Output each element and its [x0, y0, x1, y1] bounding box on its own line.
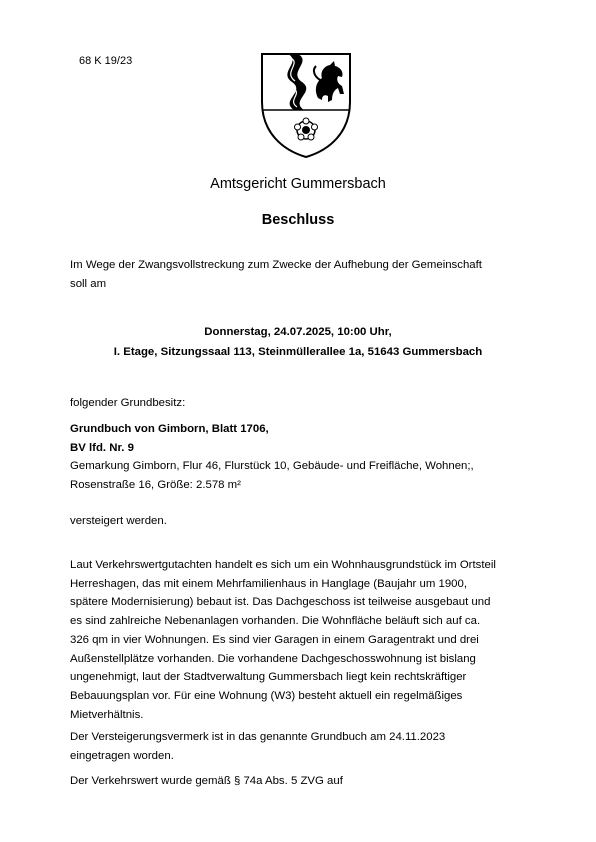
description-line: Herreshagen, das mit einem Mehrfamilienhaus in Hanglage (Baujahr um 1900,	[70, 577, 467, 590]
intro-paragraph	[70, 256, 530, 293]
description-line: spätere Modernisierung) bebaut ist. Das Dachgeschoss ist teilweise ausgebaut und	[70, 596, 491, 609]
registration-line: eingetragen worden.	[70, 749, 174, 762]
property-entry: BV lfd. Nr. 9	[70, 441, 134, 454]
description-line: ungenehmigt, laut der Stadtverwaltung Gummersbach liegt kein rechtskräftiger	[70, 671, 467, 684]
court-name: Amtsgericht Gummersbach	[210, 176, 386, 192]
description-line: Außenstellplätze vorhanden. Die vorhandene Dachgeschosswohnung ist bislang	[70, 652, 476, 665]
property-details: Gemarkung Gimborn, Flur 46, Flurstück 10, Gebäude- und Freifläche, Wohnen;,	[70, 460, 474, 473]
case-number: 68 K 19/23	[79, 55, 133, 67]
property-register: Grundbuch von Gimborn, Blatt 1706,	[70, 423, 269, 435]
coat-of-arms-icon	[258, 50, 354, 160]
intro-line: Im Wege der Zwangsvollstreckung zum Zwecke der Aufhebung der Gemeinschaft	[70, 259, 482, 271]
description-line: Bebauungsplan vor. Für eine Wohnung (W3) besteht aktuell ein regelmäßiges	[70, 689, 463, 702]
description-line: es sind zahlreiche Nebenanlagen vorhanden. Die Wohnfläche beläuft sich auf ca.	[70, 615, 481, 628]
appointment-date-time: Donnerstag, 24.07.2025, 10:00 Uhr,	[204, 326, 392, 338]
appointment-location: I. Etage, Sitzungssaal 113, Steinmüllerallee 1a, 51643 Gummersbach	[113, 346, 483, 358]
registration-line: Der Versteigerungsvermerk ist in das genannte Grundbuch am 24.11.2023	[70, 731, 446, 743]
description-paragraph	[70, 556, 530, 724]
valuation-text: Der Verkehrswert wurde gemäß § 74a Abs. 5 ZVG auf	[70, 775, 343, 787]
registration-paragraph	[70, 728, 530, 765]
appointment-block	[0, 322, 596, 362]
property-details: Rosenstraße 16, Größe: 2.578 m²	[70, 479, 241, 492]
property-heading: folgender Grundbesitz:	[70, 397, 186, 409]
description-line: Laut Verkehrswertgutachten handelt es sich um ein Wohnhausgrundstück im Ortsteil	[70, 559, 496, 571]
auction-text: versteigert werden.	[70, 515, 167, 527]
intro-line: soll am	[70, 277, 107, 290]
description-line: Mietverhältnis.	[70, 708, 144, 721]
description-line: 326 qm in vier Wohnungen. Es sind vier Garagen in einem Garagentrakt und drei	[70, 633, 479, 646]
document-title: Beschluss	[261, 212, 335, 228]
property-block	[70, 420, 530, 495]
